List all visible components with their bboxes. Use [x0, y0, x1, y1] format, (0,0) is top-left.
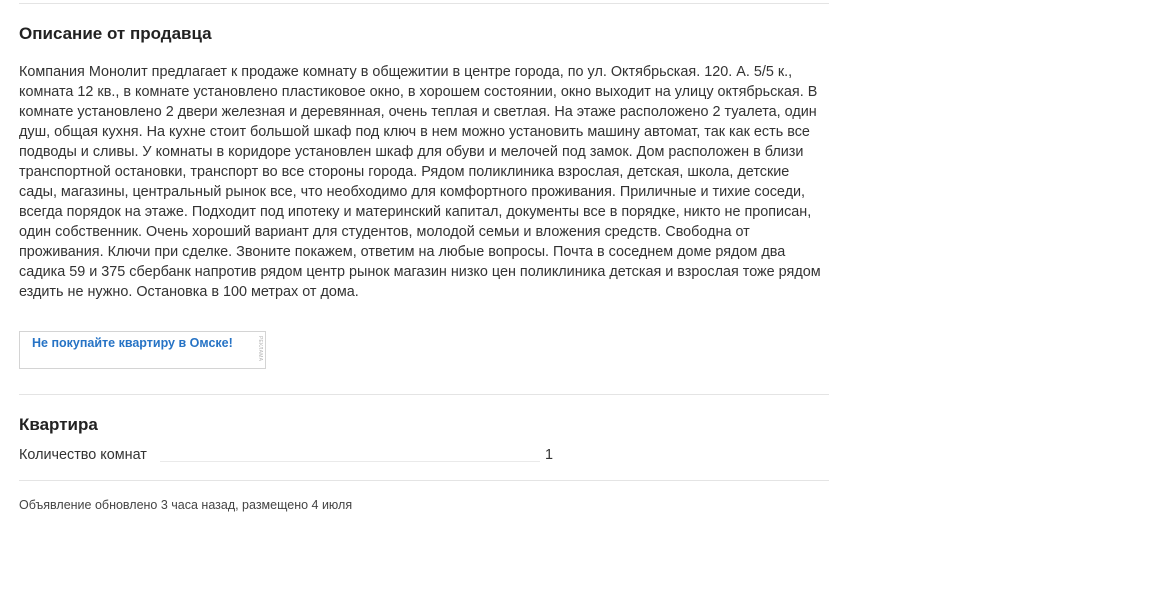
listing-details — [19, 0, 829, 512]
ad-banner[interactable] — [19, 331, 266, 369]
apartment-section-title: Квартира — [19, 415, 98, 434]
seller-description-text: Компания Монолит предлагает к продаже комнату в общежитии в центре города, по ул. Октябрьская. 120. А. 5/5 к., комната 12 кв., в комнате установлено пластиковое окно, в хорошем состоянии, окно выходит на улицу октябрьская. В комнате установлено 2 двери железная и деревянная, очень теплая и светлая. На этаже расположено 2 туалета, один душ, общая кухня. На кухне стоит большой шкаф под ключ в нем можно установить машину автомат, так как есть все подводы и сливы. У комнаты в коридоре установлен шкаф для обуви и мелочей под замок. Дом расположен в близи транспортной остановки, транспорт во все стороны города. Рядом поликлиника взрослая, детская, школа, детские сады, магазины, центральный рынок все, что необходимо для комфортного проживания. Приличные и тихие соседи, всегда порядок на этаже. Подходит под ипотеку и материнский капитал, документы все в порядке, никто не прописан, один собственник. Очень хороший вариант для студентов, молодой семьи и вложения средств. Свободна от проживания. Ключи при сделке. Звоните покажем, ответим на любые вопросы. Почта в соседнем доме рядом два садика 59 и 375 сбербанк напротив рядом центр рынок магазин низко цен поликлиника детская и взрослая тоже рядом ездить не нужно. Остановка в 100 метрах от дома. — [19, 64, 821, 300]
param-row-rooms — [19, 447, 829, 467]
middle-divider — [19, 394, 829, 395]
listing-updated-note: Объявление обновлено 3 часа назад, размещено 4 июля — [19, 498, 353, 512]
top-divider — [19, 3, 829, 4]
param-leader-line — [160, 461, 540, 462]
bottom-divider — [19, 480, 829, 481]
ad-label: РЕКЛАМА — [257, 336, 263, 362]
ad-link[interactable]: Не покупайте квартиру в Омске! — [32, 336, 233, 350]
seller-description-title: Описание от продавца — [19, 24, 212, 43]
param-name: Количество комнат — [19, 447, 147, 463]
param-value: 1 — [545, 447, 554, 463]
